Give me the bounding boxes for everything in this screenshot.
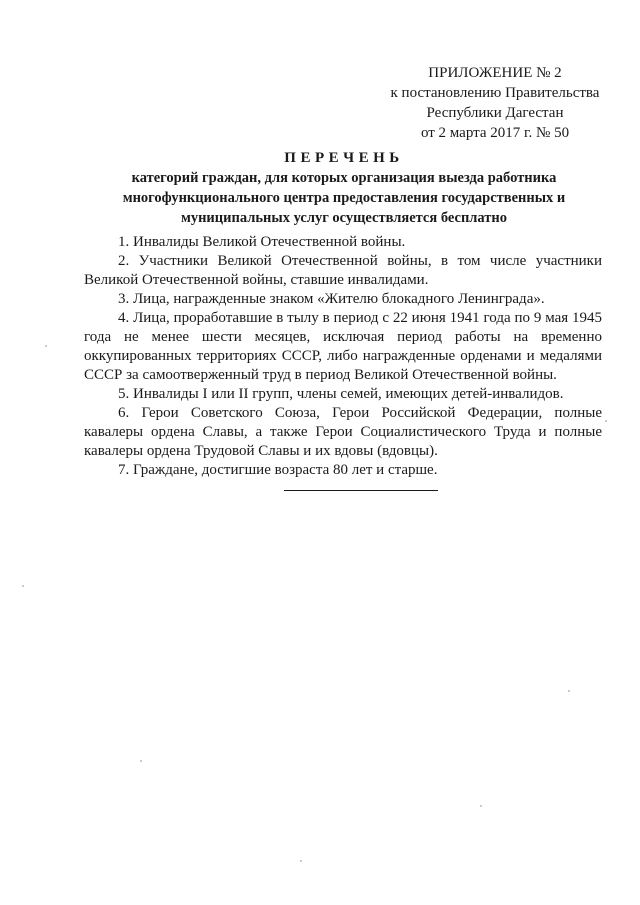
category-list	[84, 233, 602, 480]
appendix-block	[380, 63, 610, 143]
scan-speck	[22, 585, 24, 587]
list-item: 7. Граждане, достигшие возраста 80 лет и старше.	[118, 462, 438, 478]
document-subtitle-line-2: многофункционального центра предоставления государственных и	[122, 190, 566, 206]
list-item: 2. Участники Великой Отечественной войны, в том числе участники Великой Отечественной войны, ставшие инвалидами.	[84, 253, 602, 288]
end-separator-line	[284, 490, 438, 491]
list-item: 1. Инвалиды Великой Отечественной войны.	[118, 234, 406, 250]
scan-speck	[605, 420, 607, 422]
scan-speck	[140, 760, 142, 762]
document-title: ПЕРЕЧЕНЬ	[284, 150, 404, 166]
scan-speck	[568, 690, 570, 692]
list-item: 4. Лица, проработавшие в тылу в период с 22 июня 1941 года по 9 мая 1945 года не менее шести месяцев, исключая период работы на временно оккупированных территориях СССР, либо награжденные орденами и медалями СССР за самоотверженный труд в период Великой Отечественной войны.	[84, 310, 602, 383]
scan-speck	[300, 860, 302, 862]
appendix-date-line: от 2 марта 2017 г. № 50	[420, 125, 570, 141]
appendix-number: ПРИЛОЖЕНИЕ № 2	[428, 65, 562, 81]
appendix-republic-line: Республики Дагестан	[426, 105, 564, 121]
list-item: 5. Инвалиды I или II групп, члены семей, имеющих детей-инвалидов.	[118, 386, 564, 402]
scan-speck	[45, 345, 47, 347]
appendix-resolution-line: к постановлению Правительства	[390, 85, 600, 101]
scan-speck	[480, 805, 482, 807]
list-item: 3. Лица, награжденные знаком «Жителю блокадного Ленинграда».	[118, 291, 545, 307]
document-subtitle-line-3: муниципальных услуг осуществляется бесплатно	[180, 210, 508, 226]
list-item: 6. Герои Советского Союза, Герои Российской Федерации, полные кавалеры ордена Славы, а также Герои Социалистического Труда и полные кавалеры ордена Трудовой Славы и их вдовы (вдовцы).	[84, 405, 602, 459]
document-heading	[80, 148, 608, 228]
document-subtitle-line-1: категорий граждан, для которых организация выезда работника	[131, 170, 557, 186]
